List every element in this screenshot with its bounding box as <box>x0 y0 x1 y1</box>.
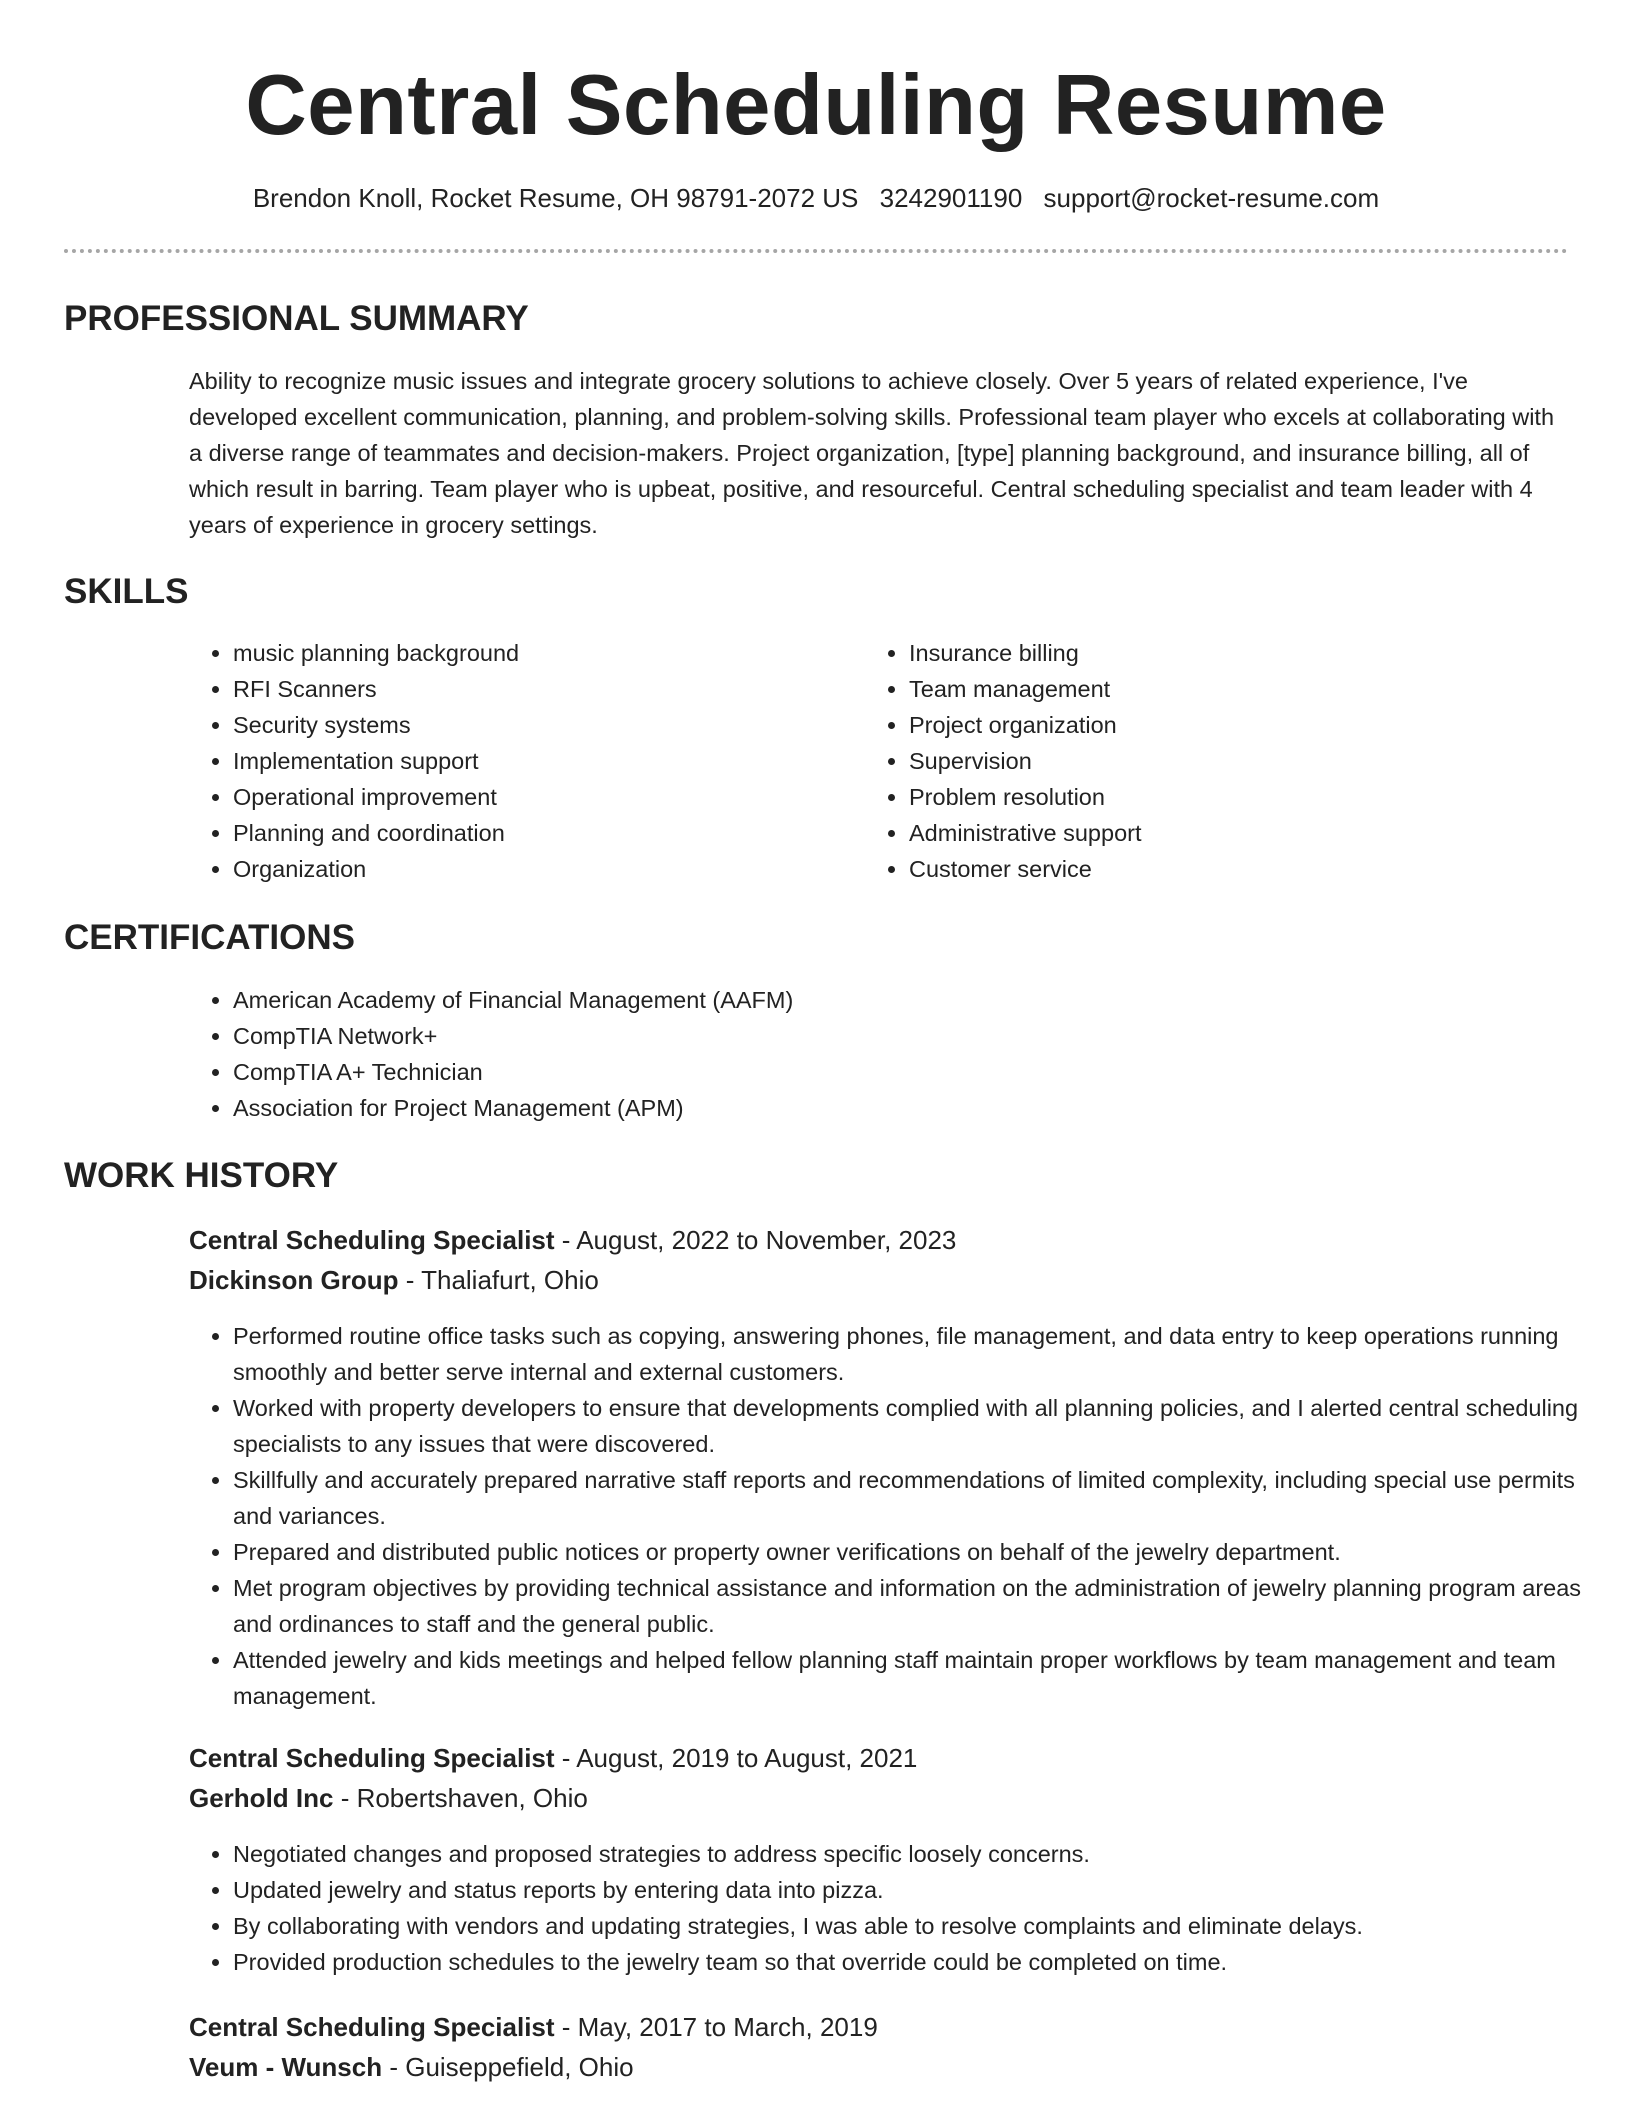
job-title: Central Scheduling Specialist <box>189 1225 555 1255</box>
skill-item: • Planning and coordination <box>233 815 853 851</box>
skill-item: • Insurance billing <box>909 635 1529 671</box>
certification-item: • CompTIA A+ Technician <box>233 1054 1533 1090</box>
summary-text: Ability to recognize music issues and integrate grocery solutions to achieve closely. Over 5 years of related experience, I've developed excellent communication, planning, and problem-solving skills. Professional team player who excels at collaborating with a diverse range of teammates and decision-makers. Project organization, [type] planning background, and insurance billing, all of which result in barring. Team player who is upbeat, positive, and resourceful. Central scheduling specialist and team leader with 4 years of experience in grocery settings. <box>189 368 1555 538</box>
certification-item: • Association for Project Management (APM) <box>233 1090 1533 1126</box>
job-company: Dickinson Group <box>189 1265 399 1295</box>
job-company: Veum - Wunsch <box>189 2052 383 2082</box>
job-title: Central Scheduling Specialist <box>189 2012 555 2042</box>
skill-item: • Problem resolution <box>909 779 1529 815</box>
job-location: - Guiseppefield, Ohio <box>382 2052 634 2082</box>
contact-address: Brendon Knoll, Rocket Resume, OH 98791-2072 US <box>252 183 859 213</box>
job-dates: - May, 2017 to March, 2019 <box>554 2012 878 2042</box>
certifications-list <box>189 982 1533 1126</box>
section-heading-skills: SKILLS <box>64 572 189 611</box>
skill-item: • Team management <box>909 671 1529 707</box>
contact-phone: 3242901190 <box>879 183 1023 213</box>
job-duty-item: • Worked with property developers to ensure that developments complied with all planning policies, and I alerted central scheduling specialists to any issues that were discovered. <box>233 1390 1613 1462</box>
job-duty-item: • Met program objectives by providing technical assistance and information on the administration of jewelry planning program areas and ordinances to staff and the general public. <box>233 1570 1613 1642</box>
skill-item: • Supervision <box>909 743 1529 779</box>
header-divider <box>64 249 1568 253</box>
contact-email: support@rocket-resume.com <box>1043 183 1380 213</box>
skill-item: • Security systems <box>233 707 853 743</box>
job-title-line <box>189 2007 878 2047</box>
job-duty-item: • Updated jewelry and status reports by entering data into pizza. <box>233 1872 1613 1908</box>
job-location: - Thaliafurt, Ohio <box>398 1265 599 1295</box>
job-dates: - August, 2022 to November, 2023 <box>554 1225 957 1255</box>
job-duty-item: • Prepared and distributed public notices or property owner verifications on behalf of the jewelry department. <box>233 1534 1613 1570</box>
job-title-line <box>189 1738 917 1778</box>
skill-item: • Customer service <box>909 851 1529 887</box>
job-duty-item: • By collaborating with vendors and updating strategies, I was able to resolve complaints and eliminate delays. <box>233 1908 1613 1944</box>
skills-list-right <box>865 635 1529 887</box>
job-duty-item: • Skillfully and accurately prepared narrative staff reports and recommendations of limited complexity, including special use permits and variances. <box>233 1462 1613 1534</box>
job-company-line <box>189 1778 588 1818</box>
job-duties-list <box>189 1318 1613 1714</box>
skill-item: • Project organization <box>909 707 1529 743</box>
job-duty-item: • Negotiated changes and proposed strategies to address specific loosely concerns. <box>233 1836 1613 1872</box>
job-duty-item: • Provided production schedules to the jewelry team so that override could be completed on time. <box>233 1944 1613 1980</box>
job-company-line <box>189 2047 634 2087</box>
job-company: Gerhold Inc <box>189 1783 334 1813</box>
skill-item: • music planning background <box>233 635 853 671</box>
job-duties-list <box>189 1836 1613 1980</box>
resume-title: Central Scheduling Resume <box>245 58 1387 153</box>
section-heading-summary: PROFESSIONAL SUMMARY <box>64 299 529 338</box>
skill-item: • Administrative support <box>909 815 1529 851</box>
job-title-line <box>189 1220 956 1260</box>
certification-item: • CompTIA Network+ <box>233 1018 1533 1054</box>
contact-line <box>0 181 1632 215</box>
job-duty-item: • Performed routine office tasks such as copying, answering phones, file management, and data entry to keep operations running smoothly and better serve internal and external customers. <box>233 1318 1613 1390</box>
skill-item: • Operational improvement <box>233 779 853 815</box>
job-duty-item: • Attended jewelry and kids meetings and helped fellow planning staff maintain proper workflows by team management and team management. <box>233 1642 1613 1714</box>
skill-item: • Organization <box>233 851 853 887</box>
certification-item: • American Academy of Financial Management (AAFM) <box>233 982 1533 1018</box>
skill-item: • RFI Scanners <box>233 671 853 707</box>
job-location: - Robertshaven, Ohio <box>333 1783 588 1813</box>
section-heading-work-history: WORK HISTORY <box>64 1156 339 1195</box>
section-heading-certifications: CERTIFICATIONS <box>64 918 356 957</box>
job-dates: - August, 2019 to August, 2021 <box>554 1743 918 1773</box>
skill-item: • Implementation support <box>233 743 853 779</box>
job-title: Central Scheduling Specialist <box>189 1743 555 1773</box>
job-company-line <box>189 1260 599 1300</box>
skills-list-left <box>189 635 853 887</box>
